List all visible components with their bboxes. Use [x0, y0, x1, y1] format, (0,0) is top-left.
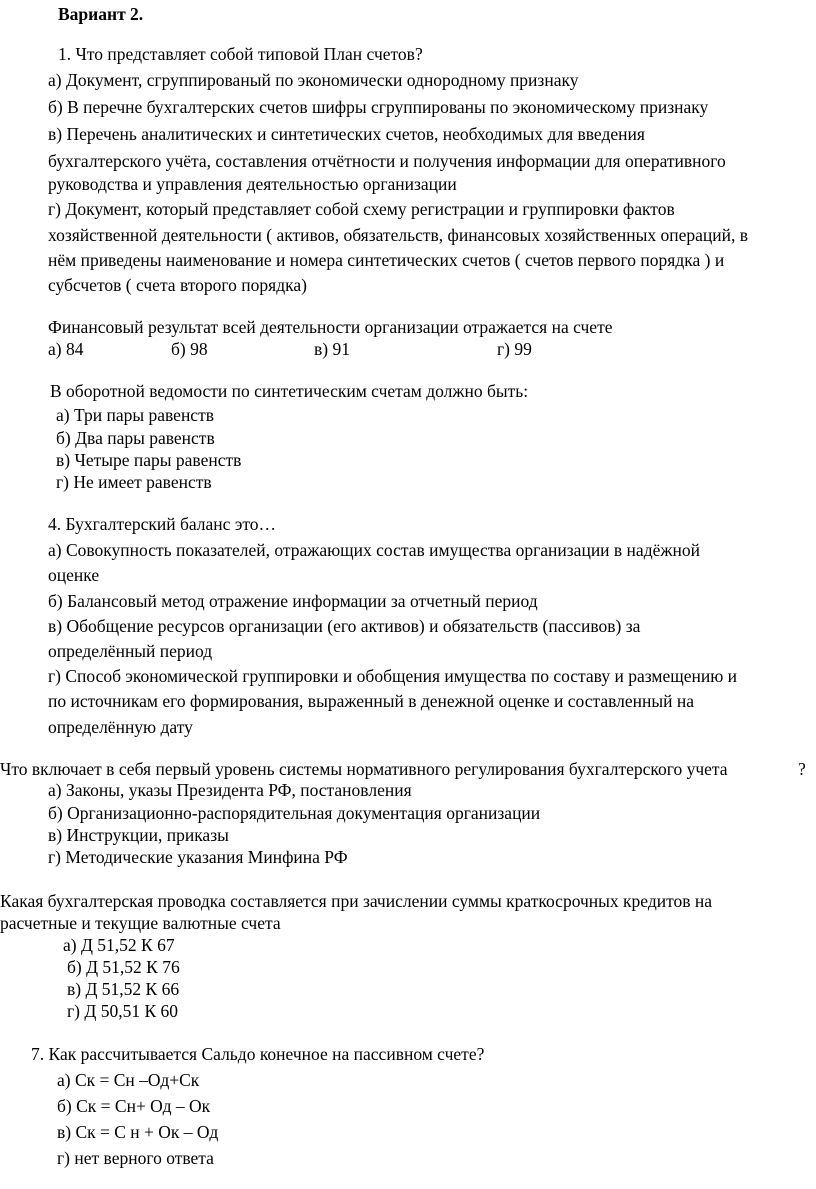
question-3-option-c: в) Четыре пары равенств — [56, 450, 242, 470]
question-6-option-a: а) Д 51,52 К 67 — [63, 935, 175, 955]
question-4-option-c-line-2: определённый период — [48, 641, 213, 661]
question-4-option-d-line-1: г) Способ экономической группировки и обобщения имущества по составу и размещению и — [48, 666, 738, 686]
question-7-option-c: в) Ск = С н + Ок – Од — [57, 1122, 219, 1142]
question-4-option-c-line-1: в) Обобщение ресурсов организации (его активов) и обязательств (пассивов) за — [48, 616, 641, 636]
question-7-option-d: г) нет верного ответа — [57, 1148, 214, 1168]
question-5-option-d: г) Методические указания Минфина РФ — [48, 847, 348, 867]
question-5-option-c: в) Инструкции, приказы — [48, 825, 229, 845]
question-1-option-d-line-3: нём приведены наименование и номера синтетических счетов ( счетов первого порядка ) и — [48, 250, 725, 270]
question-3-option-b: б) Два пары равенств — [56, 428, 215, 448]
question-5-option-b: б) Организационно-распорядительная документация организации — [48, 803, 541, 823]
question-2-option-c: в) 91 — [314, 339, 350, 359]
question-4-option-d-line-3: определённую дату — [48, 717, 193, 737]
question-7-option-a: а) Ск = Сн –Од+Ск — [57, 1070, 200, 1090]
question-4-text: 4. Бухгалтерский баланс это… — [48, 514, 276, 534]
question-7-option-b: б) Ск = Сн+ Од – Ок — [57, 1096, 211, 1116]
question-6-option-b: б) Д 51,52 К 76 — [67, 957, 180, 977]
question-7-text: 7. Как рассчитывается Сальдо конечное на пассивном счете? — [31, 1044, 485, 1064]
question-1-option-b: б) В перечне бухгалтерских счетов шифры сгруппированы по экономическому признаку — [48, 97, 709, 117]
question-1-option-a: а) Документ, сгруппированый по экономически однородному признаку — [48, 70, 579, 90]
question-1-option-d-line-1: г) Документ, который представляет собой схему регистрации и группировки фактов — [48, 199, 675, 219]
question-2-option-d: г) 99 — [497, 339, 532, 359]
question-1-text: 1. Что представляет собой типовой План счетов? — [58, 44, 423, 64]
question-3-option-d: г) Не имеет равенств — [56, 472, 212, 492]
question-5-question-mark: ? — [798, 759, 806, 779]
question-4-option-b: б) Балансовый метод отражение информации за отчетный период — [48, 591, 538, 611]
question-5-option-a: а) Законы, указы Президента РФ, постановления — [48, 780, 412, 800]
question-1-option-c-line-1: в) Перечень аналитических и синтетических счетов, необходимых для введения — [48, 124, 645, 144]
question-6-text-line-2: расчетные и текущие валютные счета — [0, 913, 281, 933]
question-2-text: Финансовый результат всей деятельности организации отражается на счете — [48, 317, 613, 337]
question-2-option-a: а) 84 — [48, 339, 84, 359]
question-6-option-d: г) Д 50,51 К 60 — [67, 1001, 178, 1021]
question-4-option-a-line-2: оценке — [48, 565, 100, 585]
question-3-text: В оборотной ведомости по синтетическим счетам должно быть: — [50, 381, 529, 401]
question-6-text-line-1: Какая бухгалтерская проводка составляется при зачислении суммы краткосрочных кредитов на — [0, 891, 713, 911]
question-1-option-c-line-2: бухгалтерского учёта, составления отчётности и получения информации для оперативного — [48, 151, 726, 171]
question-2-option-b: б) 98 — [171, 339, 208, 359]
question-1-option-d-line-4: субсчетов ( счета второго порядка) — [48, 275, 307, 295]
question-1-option-d-line-2: хозяйственной деятельности ( активов, обязательств, финансовых хозяйственных операций, в — [48, 225, 748, 245]
question-4-option-a-line-1: а) Совокупность показателей, отражающих состав имущества организации в надёжной — [48, 540, 700, 560]
question-4-option-d-line-2: по источникам его формирования, выраженный в денежной оценке и составленный на — [48, 691, 695, 711]
variant-title: Вариант 2. — [58, 4, 144, 24]
question-3-option-a: а) Три пары равенств — [56, 405, 214, 425]
question-1-option-c-line-3: руководства и управления деятельностью организации — [48, 174, 457, 194]
question-6-option-c: в) Д 51,52 К 66 — [67, 979, 180, 999]
question-5-text: Что включает в себя первый уровень системы нормативного регулирования бухгалтерского учета — [0, 759, 728, 779]
